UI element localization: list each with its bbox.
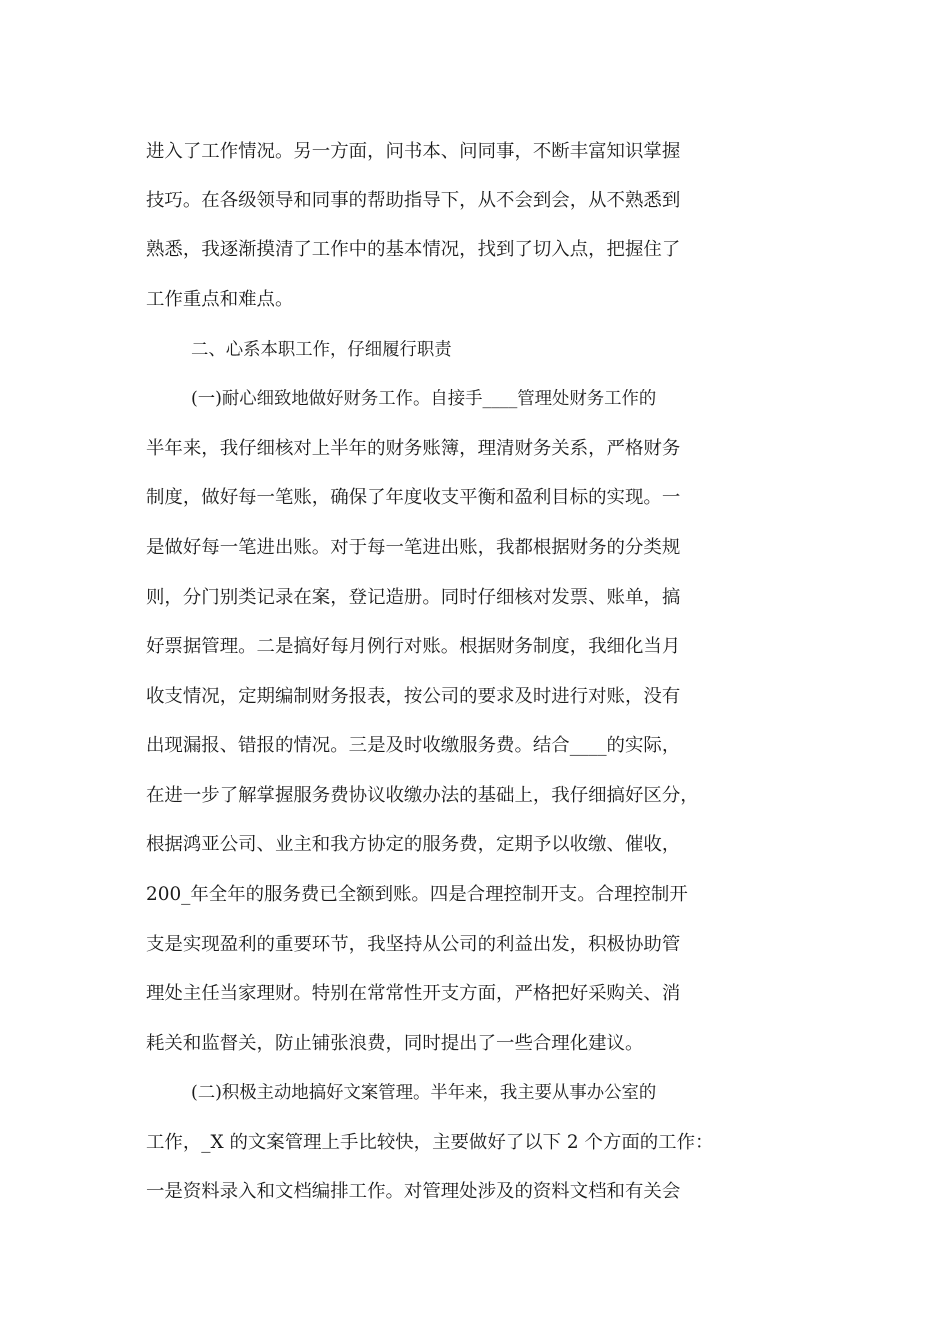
- paragraph-first-line: (二)积极主动地搞好文案管理。半年来，我主要从事办公室的: [191, 1083, 657, 1103]
- text-line: 耗关和监督关，防止铺张浪费，同时提出了一些合理化建议。: [146, 1033, 644, 1054]
- text-line: 一是资料录入和文档编排工作。对管理处涉及的资料文档和有关会: [146, 1181, 681, 1202]
- text-line: 根据鸿亚公司、业主和我方协定的服务费，定期予以收缴、催收，: [146, 834, 681, 855]
- text-line: 好票据管理。二是搞好每月例行对账。根据财务制度，我细化当月: [146, 636, 681, 657]
- text-line: 理处主任当家理财。特别在常常性开支方面，严格把好采购关、消: [146, 983, 681, 1004]
- text-line: 工作重点和难点。: [146, 289, 294, 310]
- section-heading: 二、心系本职工作，仔细履行职责: [191, 340, 452, 360]
- text-line: 是做好每一笔进出账。对于每一笔进出账，我都根据财务的分类规: [146, 537, 681, 558]
- text-line: 工作，_X 的文案管理上手比较快，主要做好了以下 2 个方面的工作：: [146, 1132, 714, 1153]
- text-line: 200_年全年的服务费已全额到账。四是合理控制开支。合理控制开: [146, 884, 688, 905]
- text-line: 技巧。在各级领导和同事的帮助指导下，从不会到会，从不熟悉到: [146, 190, 681, 211]
- paragraph-first-line: (一)耐心细致地做好财务工作。自接手____管理处财务工作的: [191, 389, 657, 409]
- text-line: 则，分门别类记录在案，登记造册。同时仔细核对发票、账单，搞: [146, 587, 681, 608]
- text-line: 熟悉，我逐渐摸清了工作中的基本情况，找到了切入点，把握住了: [146, 239, 681, 260]
- text-line: 半年来，我仔细核对上半年的财务账簿，理清财务关系，严格财务: [146, 438, 681, 459]
- text-line: 收支情况，定期编制财务报表，按公司的要求及时进行对账，没有: [146, 686, 681, 707]
- text-line: 制度，做好每一笔账，确保了年度收支平衡和盈利目标的实现。一: [146, 487, 681, 508]
- text-line: 出现漏报、错报的情况。三是及时收缴服务费。结合____的实际，: [146, 735, 681, 756]
- text-line: 在进一步了解掌握服务费协议收缴办法的基础上，我仔细搞好区分，: [146, 785, 699, 806]
- text-line: 进入了工作情况。另一方面，问书本、问同事，不断丰富知识掌握: [146, 141, 681, 162]
- text-line: 支是实现盈利的重要环节，我坚持从公司的利益出发，积极协助管: [146, 934, 681, 955]
